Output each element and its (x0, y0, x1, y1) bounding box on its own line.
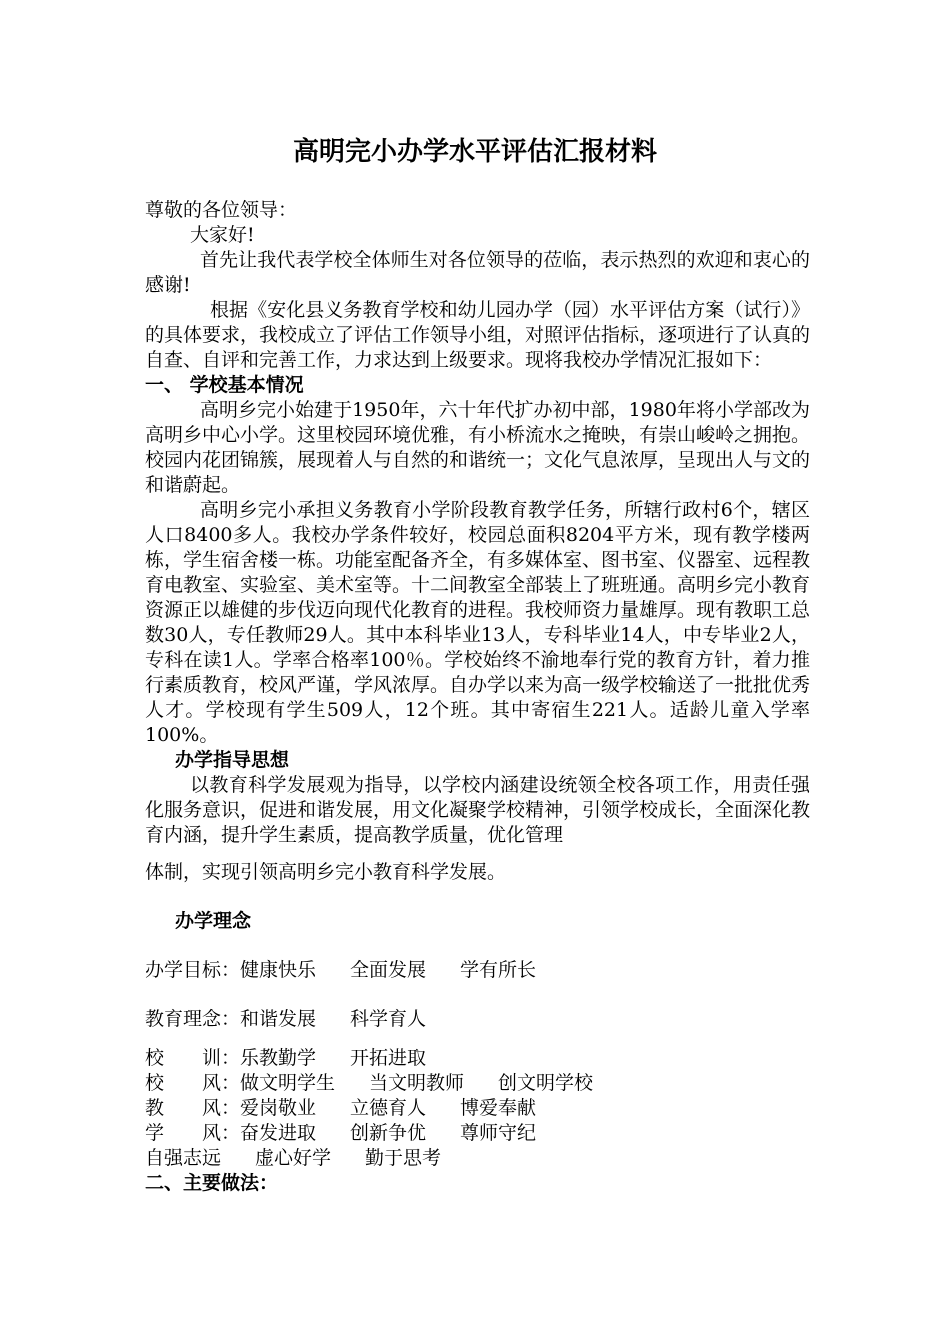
section-1-heading: 一、 学校基本情况 (145, 374, 304, 396)
teaching-style-label: 教 风： (145, 1097, 241, 1119)
teaching-style-item: 爱岗敬业 (240, 1097, 317, 1119)
school-style-label: 校 风： (145, 1072, 241, 1094)
motto-row (145, 1046, 810, 1071)
study-style-item: 勤于思考 (365, 1147, 442, 1169)
study-style-label: 学 风： (145, 1122, 241, 1144)
education-item: 科学育人 (350, 1008, 427, 1030)
teaching-style-item: 博爱奉献 (460, 1097, 537, 1119)
study-style-row (145, 1121, 810, 1146)
school-style-item: 创文明学校 (498, 1072, 594, 1094)
teaching-style-row (145, 1096, 810, 1121)
study-style-item: 尊师守纪 (460, 1122, 537, 1144)
document-body (145, 198, 810, 1196)
guiding-paragraph-end: 体制，实现引领高明乡完小教育科学发展。 (145, 861, 507, 883)
education-item: 和谐发展 (240, 1008, 317, 1030)
school-style-item: 当文明教师 (369, 1072, 465, 1094)
section-2-heading: 二、主要做法： (145, 1172, 279, 1194)
guiding-paragraph: 以教育科学发展观为指导，以学校内涵建设统领全校各项工作，用责任强化服务意识，促进和谐发展，用文化凝聚学校精神，引领学校成长，全面深化教育内涵，提升学生素质，提高教学质量，优化管理 (145, 774, 811, 846)
guiding-heading: 办学指导思想 (175, 749, 290, 771)
motto-item: 乐教勤学 (240, 1047, 317, 1069)
school-style-item: 做文明学生 (240, 1072, 336, 1094)
history-paragraph: 高明乡完小始建于1950年，六十年代扩办初中部，1980年将小学部改为高明乡中心小学。这里校园环境优雅，有小桥流水之掩映，有崇山峻岭之拥抱。校园内花团锦簇，展现着人与自然的和谐统一；文化气息浓厚，呈现出人与文的和谐蔚起。 (145, 399, 811, 496)
hello-line: 大家好! (190, 224, 255, 246)
motto-item: 开拓进取 (350, 1047, 427, 1069)
greeting: 尊敬的各位领导： (145, 199, 298, 221)
document-title: 高明完小办学水平评估汇报材料 (292, 137, 657, 167)
study-style-item: 虚心好学 (255, 1147, 332, 1169)
study-style-item: 创新争优 (350, 1122, 427, 1144)
goal-item: 健康快乐 (240, 959, 317, 981)
study-style-item: 奋发进取 (240, 1122, 317, 1144)
teaching-style-item: 立德育人 (350, 1097, 427, 1119)
basis-paragraph: 根据《安化县义务教育学校和幼儿园办学（园）水平评估方案（试行）》的具体要求，我校成立了评估工作领导小组，对照评估指标，逐项进行了认真的自查、自评和完善工作，力求达到上级要求。现将我校办学情况汇报如下： (145, 299, 811, 371)
education-row (145, 1007, 810, 1032)
thanks-paragraph: 首先让我代表学校全体师生对各位领导的莅临，表示热烈的欢迎和衷心的感谢! (145, 249, 810, 296)
education-label: 教育理念： (145, 1008, 241, 1030)
overview-paragraph: 高明乡完小承担义务教育小学阶段教育教学任务，所辖行政村6个，辖区人口8400多人。我校办学条件较好，校园总面积8204平方米，现有教学楼两栋，学生宿舍楼一栋。功能室配备齐全，有多媒体室、图书室、仪器室、远程教育电教室、实验室、美术室等。十二间教室全部装上了班班通。高明乡完小教育资源正以雄健的步伐迈向现代化教育的进程。我校师资力量雄厚。现有教职工总数30人，专任教师29人。其中本科毕业13人，专科毕业14人，中专毕业2人，专科在读1人。学率合格率100％。学校始终不渝地奉行党的教育方针，着力推行素质教育，校风严谨，学风浓厚。自办学以来为高一级学校输送了一批批优秀人才。学校现有学生509人，12个班。其中寄宿生221人。适龄儿童入学率100%。 (145, 499, 811, 746)
goal-label: 办学目标： (145, 959, 241, 981)
study-style-item: 自强志远 (145, 1147, 222, 1169)
study-style-row-continued (145, 1146, 810, 1171)
goal-item: 全面发展 (350, 959, 427, 981)
goal-row (145, 958, 810, 983)
philosophy-heading: 办学理念 (175, 910, 252, 932)
motto-label: 校 训： (145, 1047, 241, 1069)
goal-item: 学有所长 (460, 959, 537, 981)
school-style-row (145, 1071, 810, 1096)
